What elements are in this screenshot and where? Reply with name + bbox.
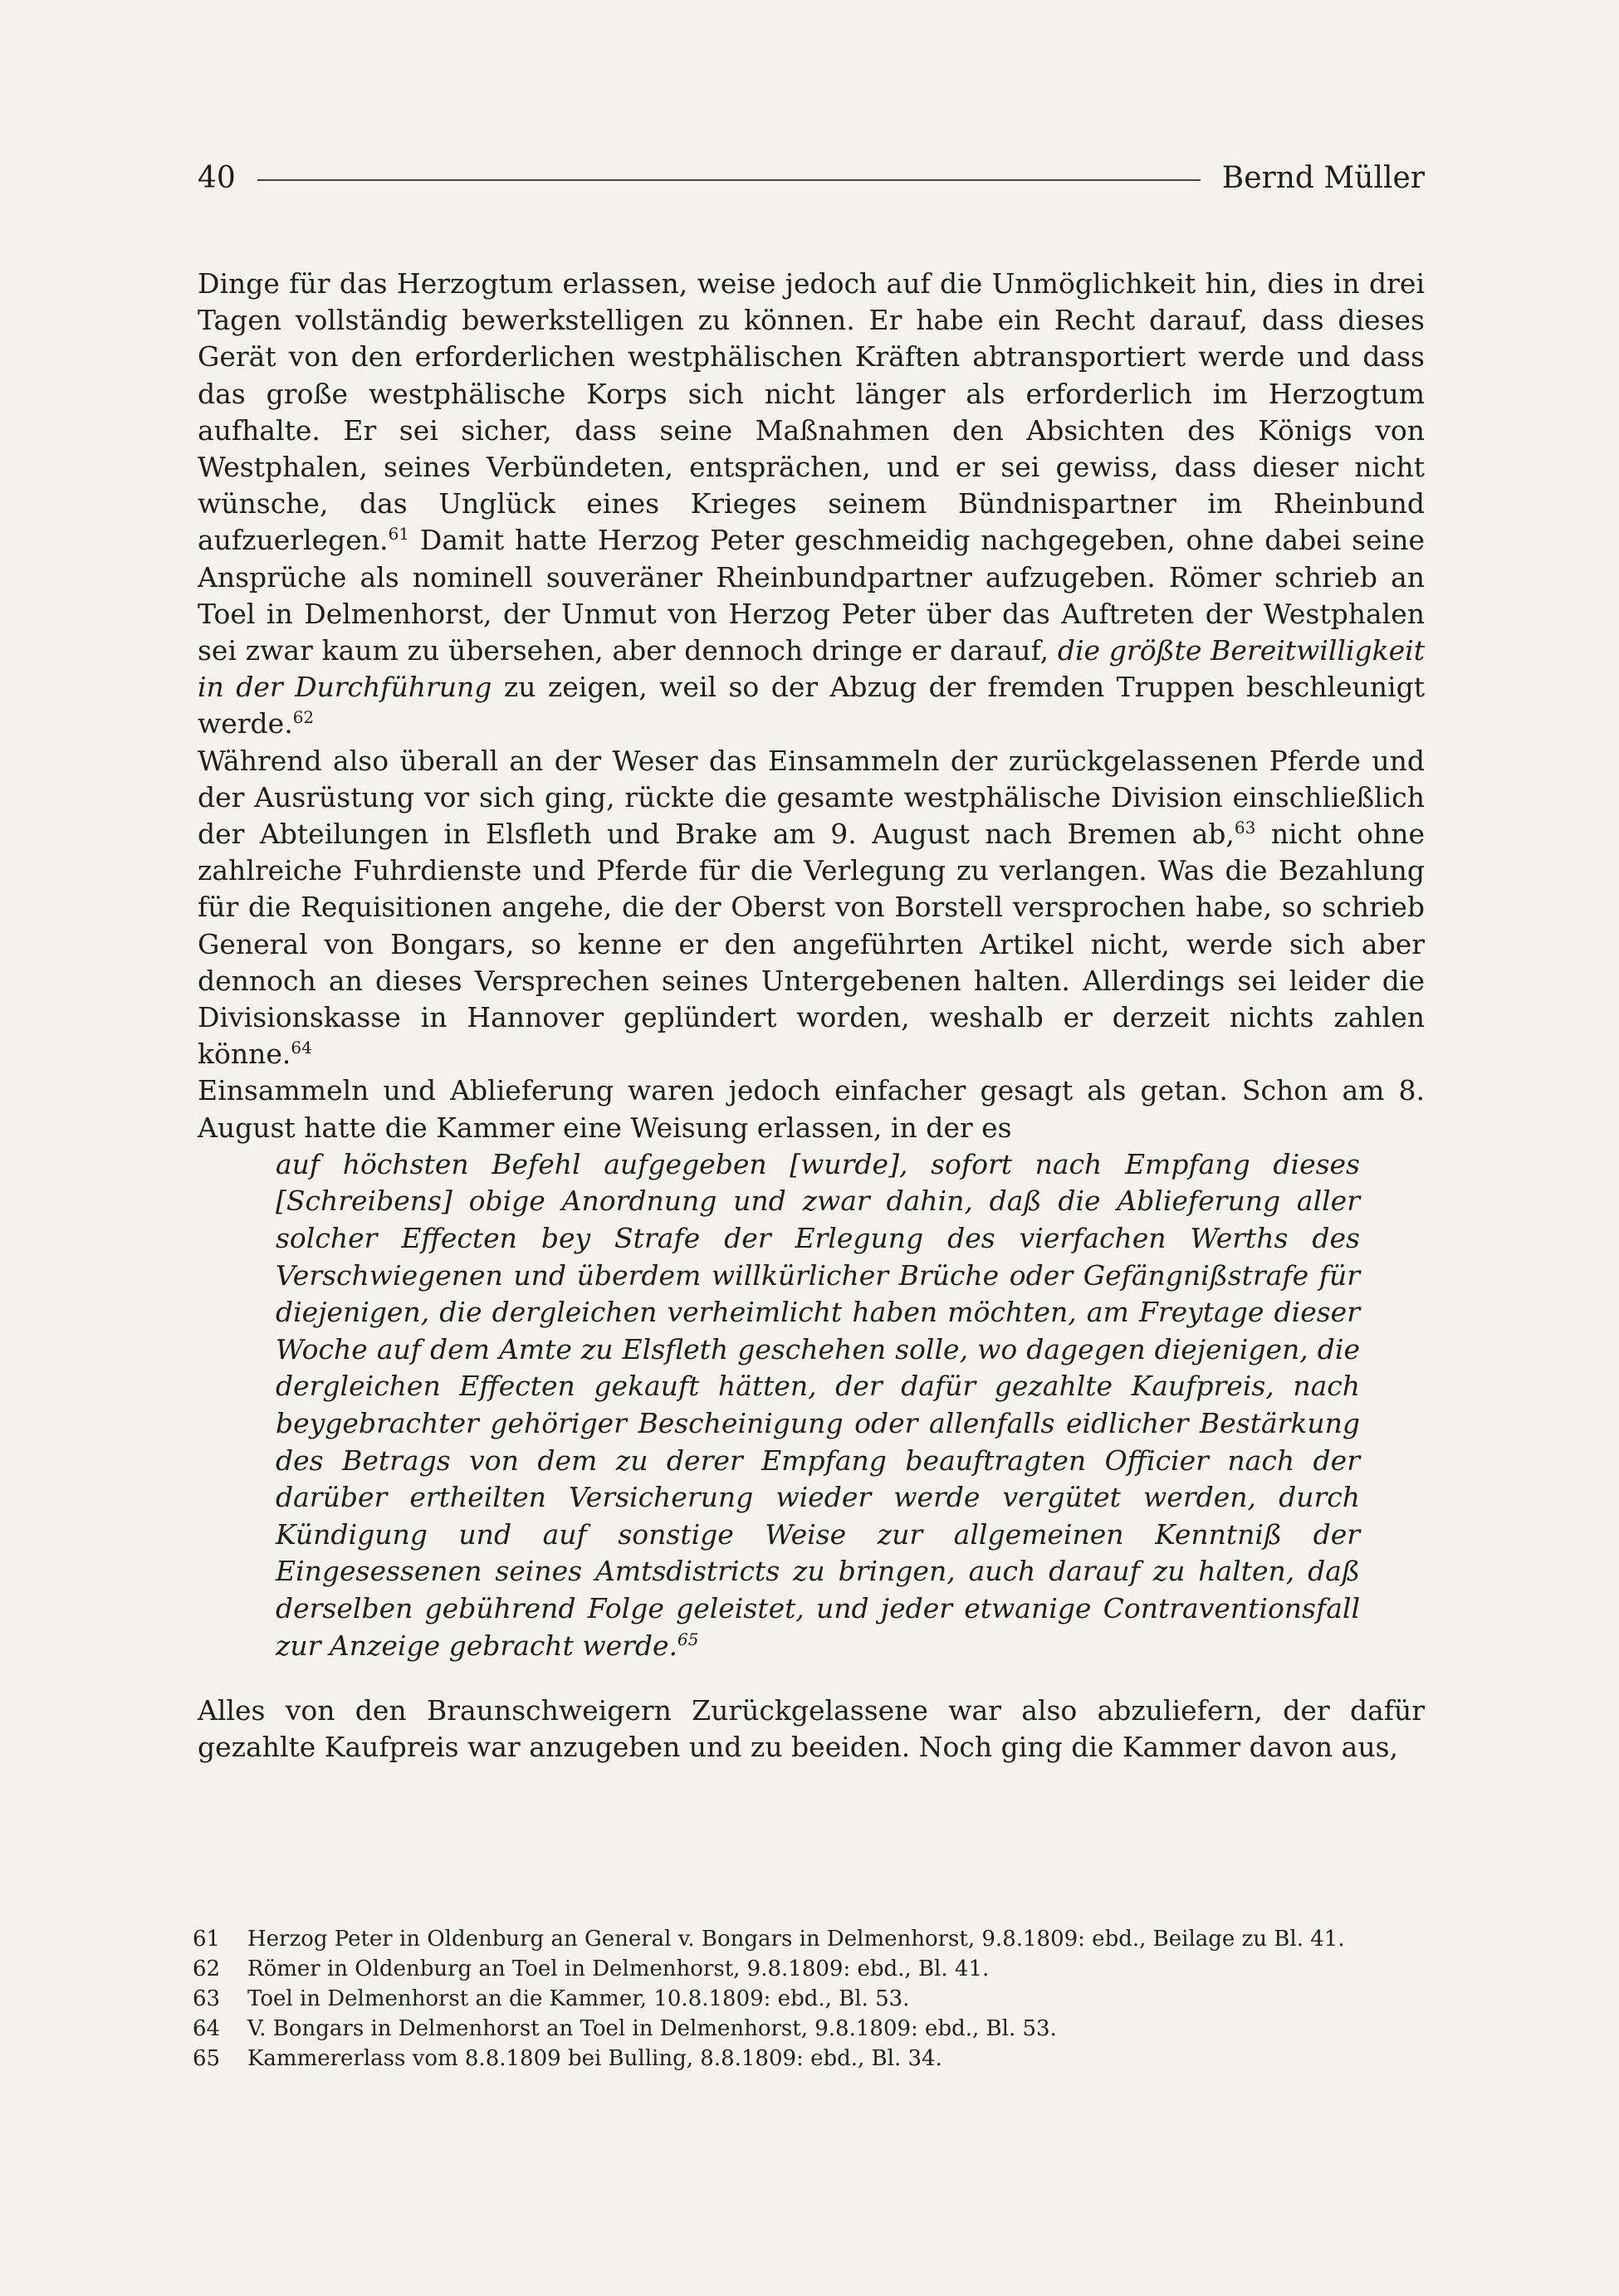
footnote-text: V. Bongars in Delmenhorst an Toel in Delmenhorst, 9.8.1809: ebd., Bl. 53. xyxy=(247,2016,1057,2041)
footnote-ref: 63 xyxy=(1234,818,1256,838)
footnote xyxy=(193,1984,1421,2014)
running-head-author: Bernd Müller xyxy=(1221,160,1425,195)
paragraph-3: Einsammeln und Ablieferung waren jedoch einfacher gesagt als getan. Schon am 8. August hatte die Kammer eine Weisung erlassen, in der es xyxy=(198,1074,1425,1144)
footnote-text: Römer in Oldenburg an Toel in Delmenhorst, 9.8.1809: ebd., Bl. 41. xyxy=(247,1956,990,1981)
footnote-text: Herzog Peter in Oldenburg an General v. Bongars in Delmenhorst, 9.8.1809: ebd., Beilage zu Bl. 41. xyxy=(247,1927,1345,1952)
main-text xyxy=(198,266,1425,1766)
paragraph-1 xyxy=(198,266,1425,743)
footnote xyxy=(193,2014,1421,2044)
paragraph-text: nicht ohne zahlreiche Fuhrdienste und Pferde für die Verlegung zu verlangen. Was die Bezahlung für die Requisitionen angehe, die der Oberst von Borstell versprochen habe, so schrieb General von Bongars, so kenne er den angeführten Artikel nicht, werde sich aber dennoch an dieses Versprechen seines Untergebenen halten. Allerdings sei leider die Divisionskasse in Hannover geplündert worden, weshalb er derzeit nichts zahlen könne. xyxy=(198,818,1425,1071)
footnote-ref: 65 xyxy=(677,1629,699,1649)
paragraph-2 xyxy=(198,743,1425,1073)
footnote-ref: 64 xyxy=(291,1038,312,1058)
block-quote xyxy=(276,1146,1360,1664)
footnote xyxy=(193,1954,1421,1984)
italic-quote: die größte Bereitwilligkeit in der Durchführung xyxy=(198,634,1425,704)
paragraph-4: Alles von den Braunschweigern Zurückgelassene war also abzuliefern, der dafür gezahlte Kaufpreis war anzugeben und zu beeiden. Noch ging die Kammer davon aus, xyxy=(198,1694,1425,1764)
footnote xyxy=(193,2044,1421,2074)
footnote-ref: 62 xyxy=(292,707,315,728)
page-number: 40 xyxy=(198,160,236,195)
footnote-text: Kammererlass vom 8.8.1809 bei Bulling, 8.8.1809: ebd., Bl. 34. xyxy=(247,2046,942,2071)
running-header xyxy=(198,156,1425,199)
footnotes xyxy=(193,1924,1421,2074)
footnote-number: 64 xyxy=(193,2016,221,2041)
paragraph-text: Während also überall an der Weser das Einsammeln der zurückgelassenen Pferde und der Ausrüstung vor sich ging, rückte die gesamte westphälische Division einschließlich der Abteilungen in Elsfleth und Brake am 9. August nach Bremen ab, xyxy=(198,744,1425,851)
footnote-number: 62 xyxy=(193,1956,221,1981)
footnote-text: Toel in Delmenhorst an die Kammer, 10.8.1809: ebd., Bl. 53. xyxy=(247,1986,910,2011)
footnote-number: 63 xyxy=(193,1986,221,2011)
footnote-number: 65 xyxy=(193,2046,221,2071)
paragraph-text: Dinge für das Herzogtum erlassen, weise jedoch auf die Unmöglichkeit hin, dies in drei Tagen vollständig bewerkstelligen zu können. Er habe ein Recht darauf, dass dieses Gerät von den erforderlichen westphälischen Kräften abtransportiert werde und dass das große westphälische Korps sich nicht länger als erforderlich im Herzogtum aufhalte. Er sei sicher, dass seine Maßnahmen den Absichten des Königs von Westphalen, seines Verbündeten, entsprächen, und er sei gewiss, dass dieser nicht wünsche, das Unglück eines Krieges seinem Bündnispartner im Rheinbund aufzuerlegen. xyxy=(198,267,1425,557)
paragraph-text: zu zeigen, weil so der Abzug der fremden Truppen beschleunigt werde. xyxy=(198,671,1425,740)
quote-text: auf höchsten Befehl aufgegeben [wurde], sofort nach Empfang dieses [Schreibens] obige Anordnung und zwar dahin, daß die Ablieferung aller solcher Effecten bey Strafe der Erlegung des vierfachen Werths des Verschwiegenen und überdem willkürlicher Brüche oder Gefängnißstrafe für diejenigen, die dergleichen verheimlicht haben möchten, am Freytage dieser Woche auf dem Amte zu Elsfleth geschehen solle, wo dagegen diejenigen, die dergleichen Effecten gekauft hätten, der dafür gezahlte Kaufpreis, nach beygebrachter gehöriger Bescheinigung oder allenfalls eidlicher Bestärkung des Betrags von dem zu derer Empfang beauftragten Officier nach der darüber ertheilten Versicherung wieder werde vergütet werden, durch Kündigung und auf sonstige Weise zur allgemeinen Kenntniß der Eingesessenen seines Amtsdistricts zu bringen, auch darauf zu halten, daß derselben gebührend Folge geleistet, und jeder etwanige Contraventionsfall zur Anzeige gebracht werde. xyxy=(276,1147,1360,1662)
footnote-number: 61 xyxy=(193,1927,221,1952)
footnote-ref: 61 xyxy=(388,524,410,545)
header-rule xyxy=(257,179,1201,181)
footnote xyxy=(193,1924,1421,1954)
paragraph-text: Damit hatte Herzog Peter geschmeidig nachgegeben, ohne dabei seine Ansprüche als nominell souveräner Rheinbundpartner aufzugeben. Römer schrieb an Toel in Delmenhorst, der Unmut von Herzog Peter über das Auftreten der Westphalen sei zwar kaum zu übersehen, aber dennoch dringe er darauf, xyxy=(198,524,1425,667)
